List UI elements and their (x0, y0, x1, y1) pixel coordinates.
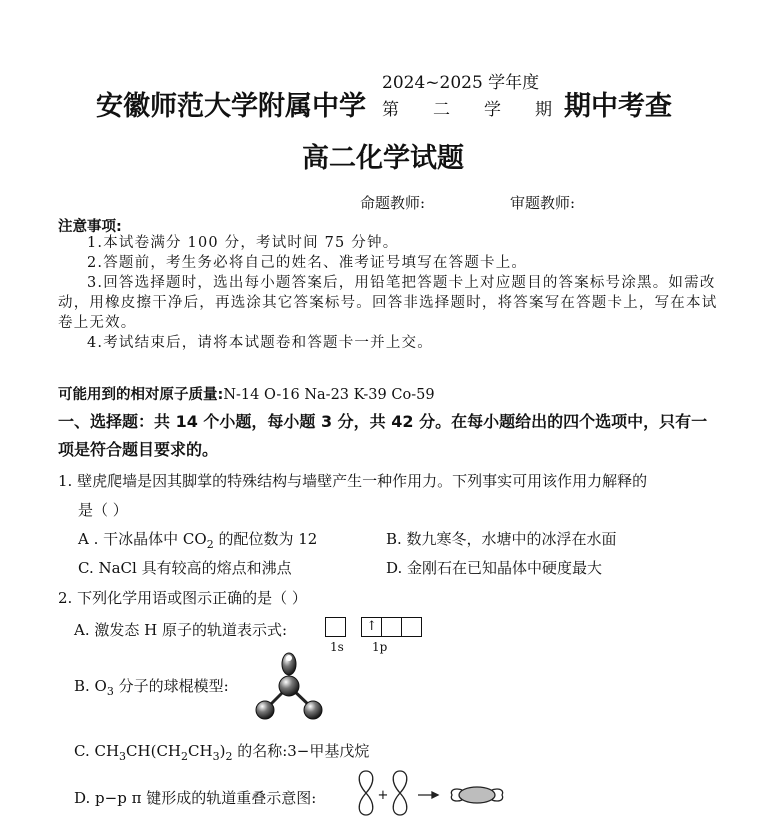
atomic-masses-label: 可能用到的相对原子质量: (58, 387, 224, 403)
school-name: 安徽师范大学附属中学 (96, 91, 366, 122)
notice-list (58, 233, 718, 353)
q2-option-a: A. 激发态 H 原子的轨道表示式: (74, 621, 288, 639)
q1-option-d: D. 金刚石在已知晶体中硬度最大 (386, 559, 603, 577)
exam-name: 期中考查 (564, 91, 672, 122)
subscript: 3 (212, 750, 220, 763)
q1-option-c: C. NaCl 具有较高的熔点和沸点 (78, 559, 292, 577)
q2-option-c-formula-b: CH(CH (126, 742, 182, 760)
notice-item: 4.考试结束后，请将本试题卷和答题卡一并上交。 (87, 335, 433, 351)
plus-sign: + (377, 788, 389, 803)
setter-label: 命题教师: (360, 194, 426, 212)
q2-option-d: D. p−p π 键形成的轨道重叠示意图: (74, 789, 317, 807)
section-heading: 一、选择题：共 14 个小题，每小题 3 分，共 42 分。在每小题给出的四个选项中，只有一项是符合题目要求的。 (58, 412, 708, 459)
orbital-box-1p-1: ↑ (361, 617, 382, 637)
orbital-label-1s: 1s (330, 640, 344, 654)
subscript: 2 (225, 750, 233, 763)
q2-stem: 2. 下列化学用语或图示正确的是（ ） (58, 589, 307, 607)
q2-option-c-formula-c: CH (188, 742, 213, 760)
notice-item: 3.回答选择题时，选出每小题答案后，用铅笔把答题卡上对应题目的答案标号涂黑。如需改动，用橡皮擦干净后，再选涂其它答案标号。回答非选择题时，将答案写在答题卡上，写在本试卷上无效。 (58, 275, 718, 331)
q1-option-a-sub: 2 (206, 538, 214, 551)
orbital-box-1p-2 (381, 617, 402, 637)
subscript: 2 (181, 750, 189, 763)
notice-item: 2.答题前，考生务必将自己的姓名、准考证号填写在答题卡上。 (87, 255, 528, 271)
notice-heading: 注意事项: (58, 219, 122, 235)
semester-char: 二 (433, 100, 450, 120)
semester-char: 期 (535, 100, 552, 120)
semester (382, 99, 552, 121)
orbital-diagram (325, 616, 421, 637)
reviewer-label: 审题教师: (510, 194, 576, 212)
q1-option-b: B. 数九寒冬，水塘中的冰浮在水面 (386, 530, 617, 548)
q2-option-c-name: 的名称:3−甲基戊烷 (232, 742, 370, 760)
subscript: 3 (119, 750, 127, 763)
semester-char: 第 (382, 100, 399, 120)
q2-option-b-pre: B. O (74, 677, 107, 695)
orbital-label-1p: 1p (372, 640, 388, 654)
q1-stem-line2: 是（ ） (78, 501, 128, 519)
orbital-box-1s (325, 617, 346, 637)
q2-option-c-formula-d: ) (219, 742, 226, 760)
pi-bond-overlap-diagram (352, 768, 520, 818)
school-year: 2024~2025 学年度 (382, 73, 540, 93)
ozone-ball-stick-model (250, 650, 330, 725)
q2-option-c-formula-a: C. CH (74, 742, 120, 760)
orbital-box-1p-3 (401, 617, 422, 637)
q1-stem-line1: 1. 壁虎爬墙是因其脚掌的特殊结构与墙壁产生一种作用力。下列事实可用该作用力解释的 (58, 472, 648, 490)
q2-option-b-post: 分子的球棍模型: (113, 677, 229, 695)
q1-option-a (78, 528, 317, 551)
notice-item: 1.本试卷满分 100 分，考试时间 75 分钟。 (87, 235, 399, 251)
q1-option-a-pre: A . 干冰晶体中 CO (78, 530, 207, 548)
atomic-masses (58, 383, 435, 404)
q2-option-c (74, 740, 369, 763)
q2-option-b-sub: 3 (106, 685, 114, 698)
atomic-masses-values: N-14 O-16 Na-23 K-39 Co-59 (223, 387, 435, 403)
q1-option-a-post: 的配位数为 12 (213, 530, 318, 548)
page-title: 高二化学试题 (302, 143, 464, 174)
q2-option-b (74, 675, 229, 698)
semester-char: 学 (484, 100, 501, 120)
